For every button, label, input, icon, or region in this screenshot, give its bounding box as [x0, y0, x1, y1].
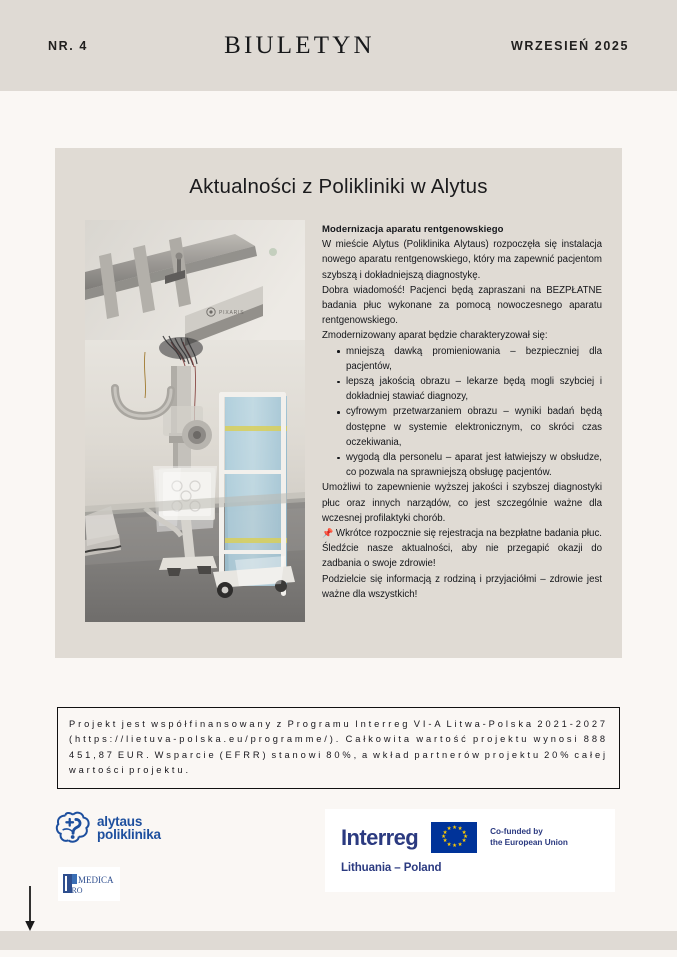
- article-subheading: Modernizacja aparatu rentgenowskiego: [322, 224, 504, 235]
- eu-flag-icon: [431, 822, 477, 853]
- medica-pro-logo: [58, 867, 120, 901]
- eu-star: ★: [441, 834, 446, 840]
- article-paragraph-5: [322, 526, 602, 572]
- arrow-down-icon: [22, 886, 38, 932]
- eu-star: ★: [452, 843, 457, 849]
- eu-star: ★: [457, 826, 463, 833]
- eu-star: ★: [452, 825, 457, 831]
- eu-star: ★: [446, 841, 452, 848]
- poliklinika-wordmark-line1: alytaus: [97, 814, 143, 829]
- funding-notice-box: [57, 707, 620, 789]
- interreg-logo-top: [341, 822, 599, 853]
- issue-date: WRZESIEŃ 2025: [510, 38, 629, 53]
- article-paragraph-4: Umożliwi to zapewnienie wyższej jakości i szybszej diagnostyki płuc oraz innych narządów, co jest szczególnie ważne dla wczesnej profilaktyki chorób.: [322, 482, 602, 524]
- eu-star: ★: [461, 829, 467, 836]
- alytaus-poliklinika-logo: [55, 809, 161, 847]
- feature-list: [322, 344, 602, 481]
- article-paragraph-6: Podzielcie się informacją z rodziną i przyjaciółmi – zdrowie jest ważne dla wszystkich!: [322, 573, 602, 600]
- list-item: cyfrowym przetwarzaniem obrazu – wyniki badań będą dostępne w systemie elektronicznym, co skróci czas oczekiwania,: [337, 404, 602, 450]
- eu-star: ★: [442, 829, 448, 836]
- article-text-column: [322, 220, 602, 622]
- scroll-down-arrow[interactable]: [22, 886, 38, 932]
- medica-pro-mark-icon: [61, 871, 117, 897]
- eu-star: ★: [461, 838, 467, 845]
- pro-text: PRO: [67, 886, 83, 895]
- article-card: [55, 148, 622, 658]
- article-paragraph-1: W mieście Alytus (Poliklinika Alytaus) rozpoczęła się instalacja nowego aparatu rentgenowskiego, który ma zapewnić pacjentom szybszą i dokładniejszą diagnostykę.: [322, 239, 602, 281]
- interreg-programme-name: Lithuania – Poland: [341, 862, 442, 874]
- interreg-wordmark: Interreg: [341, 824, 419, 850]
- eu-caption-line1: Co-funded by: [490, 827, 543, 836]
- photo-illustration: [85, 220, 305, 622]
- medica-text: MEDICA: [78, 875, 114, 885]
- article-columns: [55, 199, 622, 622]
- eu-star: ★: [446, 826, 452, 833]
- list-item: lepszą jakością obrazu – lekarze będą mogli szybciej i dokładniej stawiać diagnozy,: [337, 374, 602, 404]
- article-title: Aktualności z Polikliniki w Alytus: [189, 175, 488, 198]
- eu-funding-caption: [490, 827, 568, 848]
- article-paragraph-2: Dobra wiadomość! Pacjenci będą zapraszani na BEZPŁATNE badania płuc wykonane za pomocą nowoczesnego aparatu rentgenowskiego.: [322, 284, 602, 327]
- list-item: mniejszą dawką promieniowania – bezpieczniej dla pacjentów,: [337, 344, 602, 374]
- footer-band: [0, 931, 677, 950]
- pushpin-icon: 📌: [322, 528, 334, 539]
- issue-number: NR. 4: [48, 38, 88, 53]
- eu-star: ★: [457, 841, 463, 848]
- poliklinika-wordmark: [97, 815, 161, 841]
- newsletter-title: BIULETYN: [224, 31, 375, 59]
- interreg-logo-block: [325, 809, 615, 892]
- funding-notice-text: Projekt jest współfinansowany z Programu Interreg VI-A Litwa-Polska 2021-2027 (https://lietuva-polska.eu/programme/). Całkowita wartość projektu wynosi 888451,87 EUR. Wsparcie (EFRR) stanowi 80%, a wkład partnerów projektu 20% całej wartości projektu.: [69, 719, 608, 776]
- newsletter-header: [0, 0, 677, 91]
- list-item: wygodą dla personelu – aparat jest łatwiejszy w obsłudze, co pozwala na sprawniejszą obsługę pacjentów.: [337, 450, 602, 480]
- page-body: [0, 91, 677, 931]
- svg-text:PIXARIS: PIXARIS: [219, 310, 245, 316]
- eu-star: ★: [442, 838, 448, 845]
- footer-edge: [0, 950, 677, 957]
- article-paragraph-3: Zmodernizowany aparat będzie charakteryzował się:: [322, 330, 548, 342]
- poliklinika-wordmark-line2: poliklinika: [97, 827, 161, 842]
- article-paragraph-5-text: Wkrótce rozpocznie się rejestracja na bezpłatne badania płuc. Śledźcie nasze aktualności, aby nie przegapić okazji do zadbania o swoje zdrowie!: [322, 528, 602, 570]
- xray-installation-photo: [85, 220, 305, 622]
- poliklinika-mark-icon: [55, 809, 93, 847]
- logos-row: [0, 809, 677, 919]
- eu-caption-line2: the European Union: [490, 837, 568, 847]
- eu-star: ★: [463, 834, 468, 840]
